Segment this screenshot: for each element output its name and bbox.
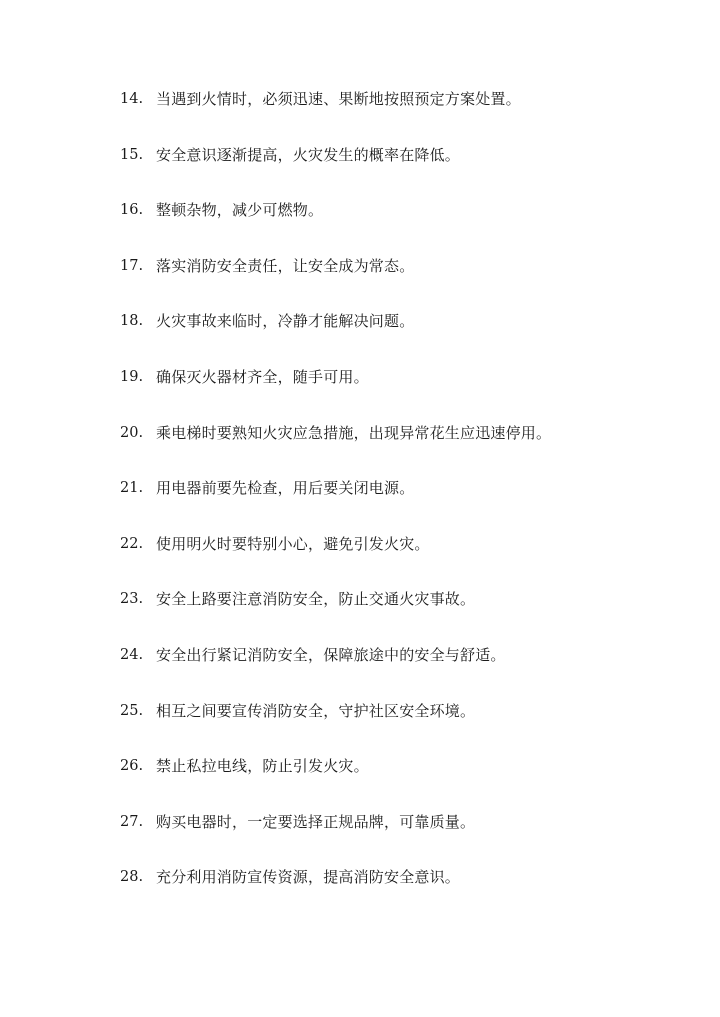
item-number: 18. <box>120 313 144 330</box>
item-number: 28. <box>120 869 144 886</box>
item-text: 用电器前要先检查，用后要关闭电源。 <box>156 479 415 498</box>
list-item <box>120 753 680 809</box>
list-item <box>120 864 680 920</box>
item-text: 当遇到火情时，必须迅速、果断地按照预定方案处置。 <box>156 90 521 108</box>
item-number: 24. <box>120 646 144 663</box>
item-number: 20. <box>120 424 144 441</box>
list-item <box>120 809 680 865</box>
item-text: 禁止私拉电线，防止引发火灾。 <box>156 757 369 776</box>
item-text: 确保灭火器材齐全，随手可用。 <box>156 367 369 386</box>
item-number: 14. <box>120 91 144 107</box>
item-text: 使用明火时要特别小心，避免引发火灾。 <box>156 534 430 553</box>
item-number: 17. <box>120 257 144 274</box>
item-number: 27. <box>120 813 144 830</box>
item-number: 16. <box>120 202 144 219</box>
item-text: 火灾事故来临时，冷静才能解决问题。 <box>156 312 415 331</box>
slogan-list <box>120 86 680 920</box>
list-item <box>120 698 680 754</box>
list-item <box>120 86 680 142</box>
list-item <box>120 142 680 198</box>
list-item <box>120 253 680 309</box>
list-item <box>120 642 680 698</box>
list-item <box>120 420 680 476</box>
item-number: 23. <box>120 591 144 608</box>
item-text: 安全出行紧记消防安全，保障旅途中的安全与舒适。 <box>156 645 506 664</box>
list-item <box>120 531 680 587</box>
list-item <box>120 364 680 420</box>
item-text: 安全上路要注意消防安全，防止交通火灾事故。 <box>156 590 476 609</box>
item-number: 25. <box>120 702 144 719</box>
item-text: 充分利用消防宣传资源，提高消防安全意识。 <box>156 868 461 887</box>
list-item <box>120 586 680 642</box>
list-item <box>120 475 680 531</box>
item-text: 购买电器时，一定要选择正规品牌，可靠质量。 <box>156 812 476 831</box>
item-text: 整顿杂物，减少可燃物。 <box>156 201 324 220</box>
item-number: 26. <box>120 758 144 775</box>
item-text: 安全意识逐渐提高，火灾发生的概率在降低。 <box>156 145 461 164</box>
item-number: 15. <box>120 146 144 163</box>
item-number: 19. <box>120 368 144 385</box>
item-text: 落实消防安全责任，让安全成为常态。 <box>156 256 415 275</box>
list-item <box>120 197 680 253</box>
item-number: 21. <box>120 480 144 497</box>
item-number: 22. <box>120 535 144 552</box>
item-text: 相互之间要宣传消防安全，守护社区安全环境。 <box>156 701 476 720</box>
item-text: 乘电梯时要熟知火灾应急措施，出现异常花生应迅速停用。 <box>156 423 552 442</box>
list-item <box>120 308 680 364</box>
